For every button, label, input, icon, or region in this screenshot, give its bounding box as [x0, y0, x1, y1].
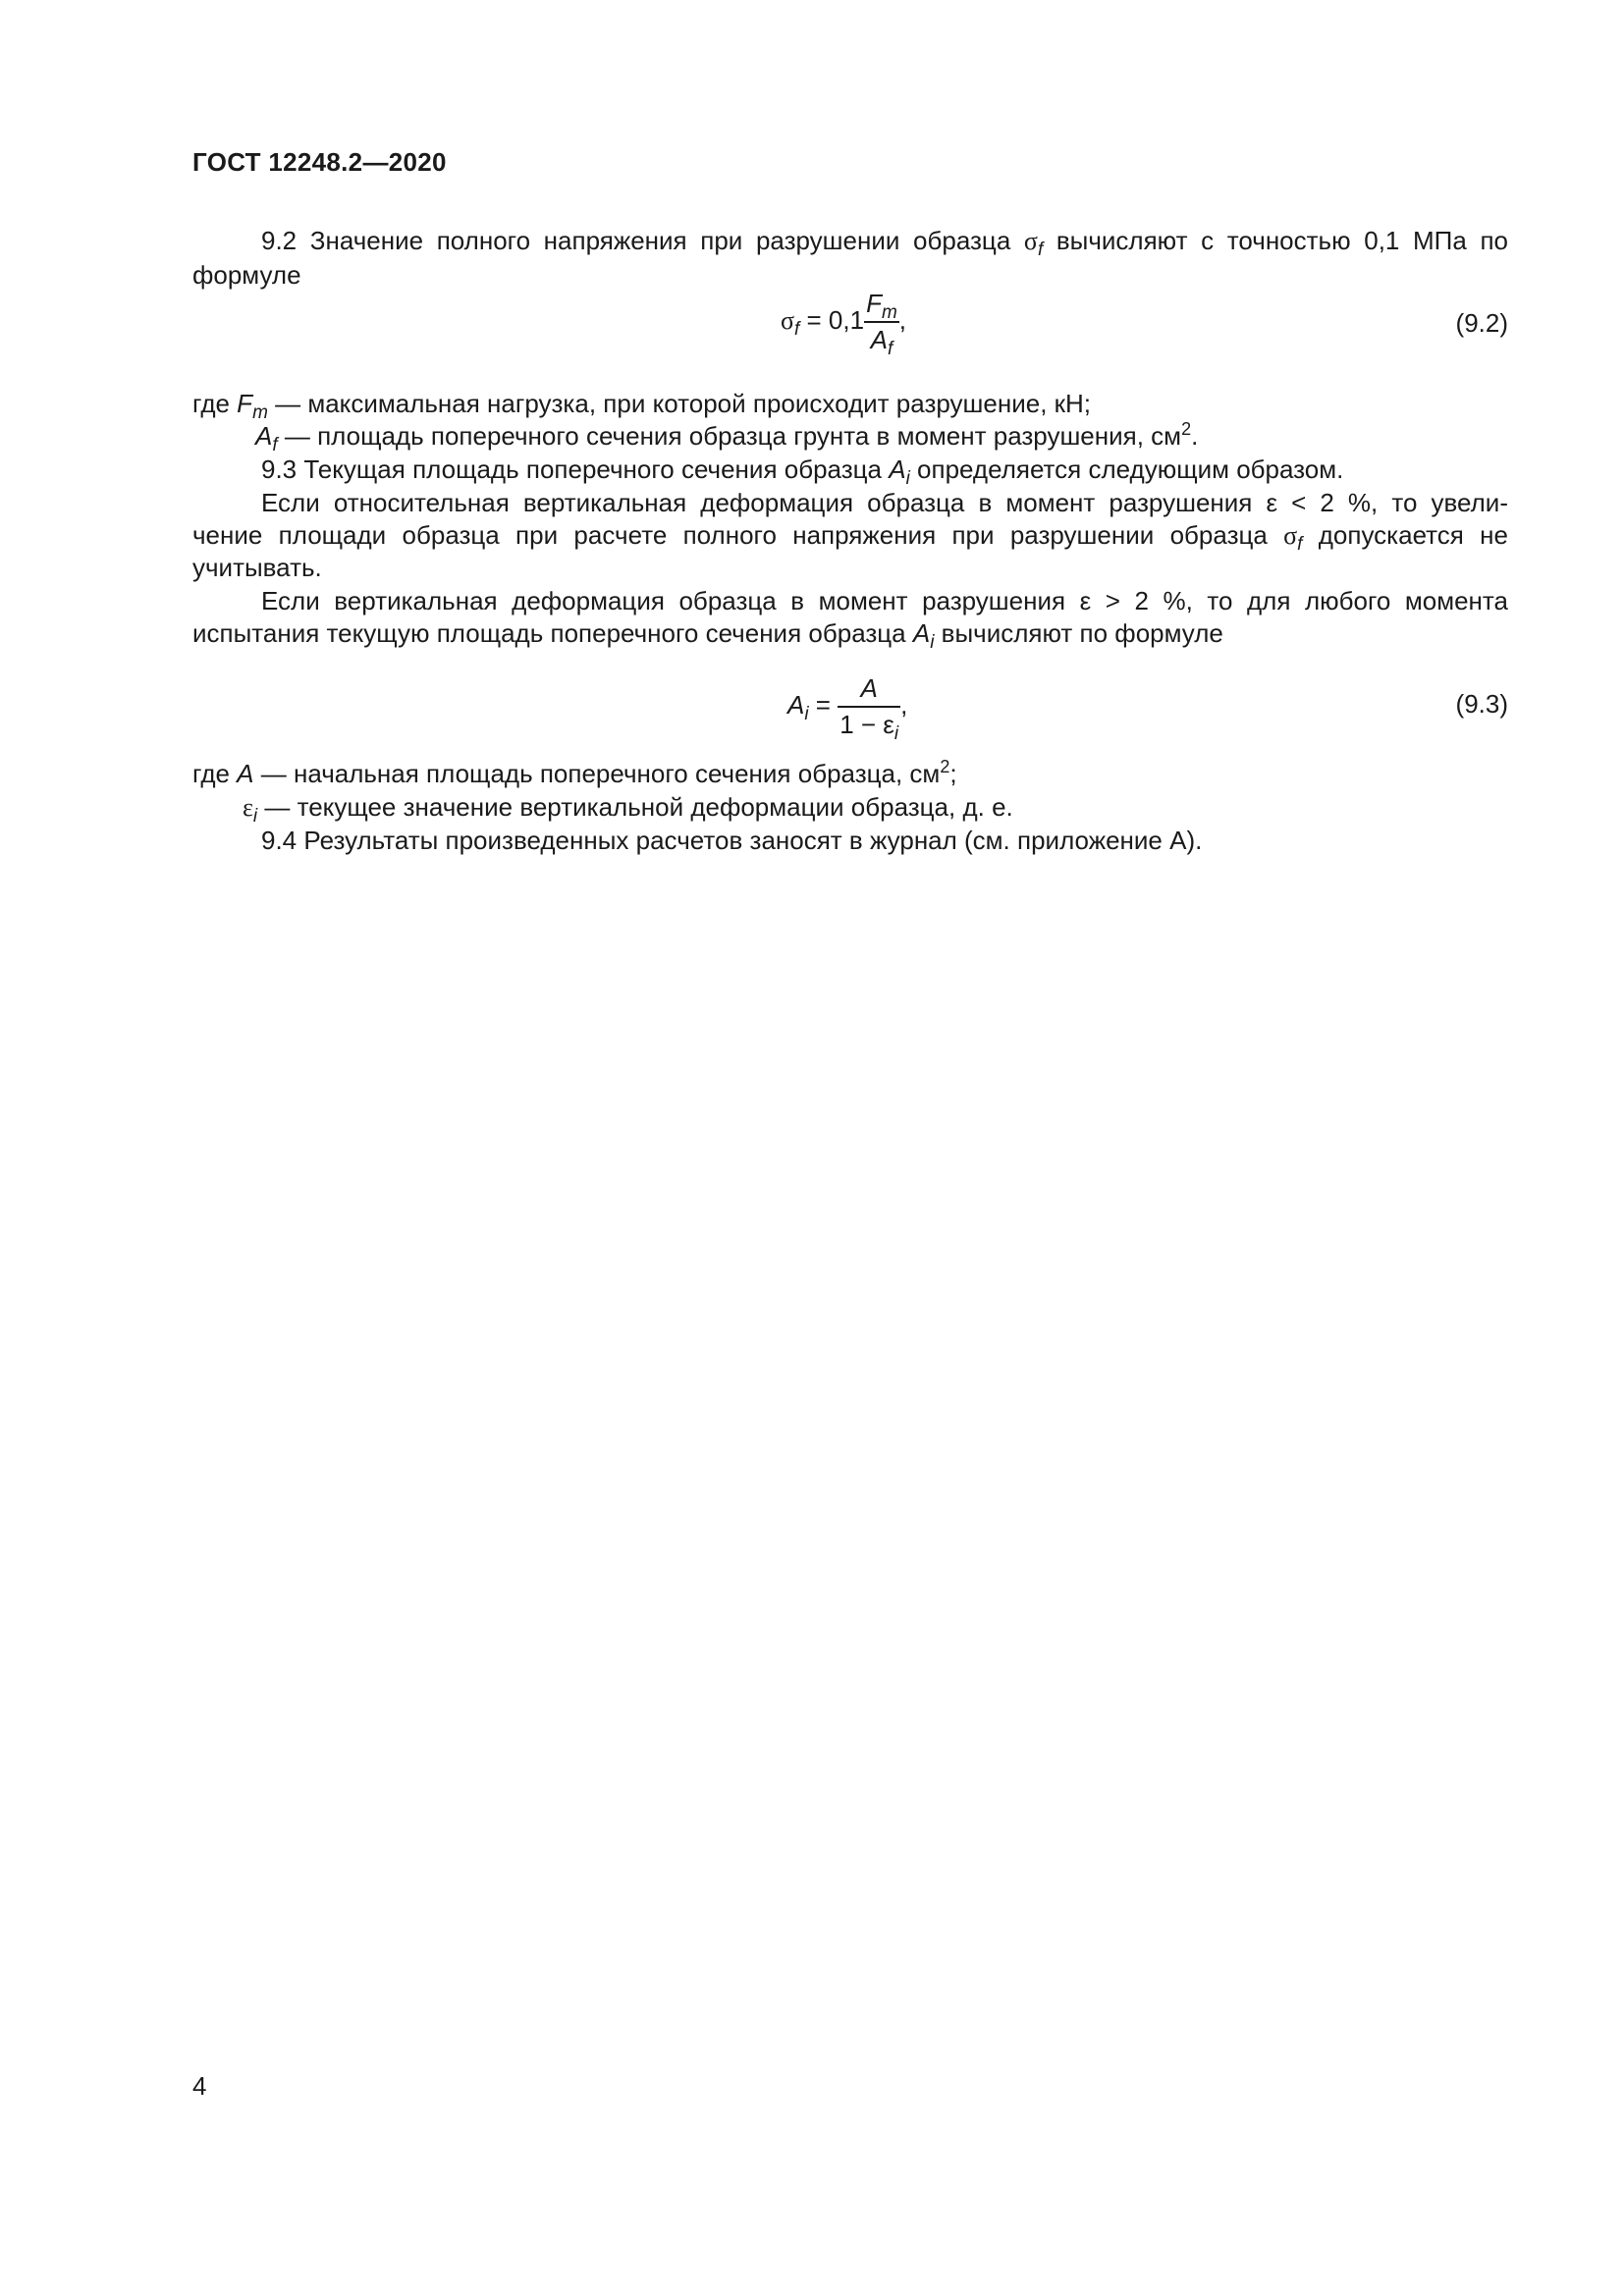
- af-symbol: A: [255, 421, 273, 451]
- paragraph-9-3-line-3: [192, 520, 1508, 555]
- text-fragment: вычисляют по формуле: [934, 618, 1223, 648]
- subscript: m: [881, 302, 897, 323]
- equation-number-9-3: (9.3): [1455, 689, 1508, 719]
- formula-9-3: [787, 673, 908, 744]
- text-fragment: вычисляют с точностью 0,1 МПа по: [1043, 226, 1508, 255]
- subscript: f: [272, 435, 278, 455]
- fraction: [838, 673, 900, 744]
- fm-symbol: F: [237, 389, 253, 418]
- definition-text: — площадь поперечного сечения образца грунта в момент разрушения, см: [277, 421, 1182, 451]
- text-fragment: испытания текущую площадь поперечного сечения образца: [192, 618, 913, 648]
- subscript: i: [804, 703, 809, 724]
- subscript: f: [1297, 534, 1303, 555]
- ai-symbol: A: [787, 689, 805, 720]
- ai-symbol: A: [912, 618, 931, 648]
- paragraph-9-3-line-6: [192, 618, 1223, 653]
- paragraph-9-3-line-4: учитывать.: [192, 553, 322, 582]
- text-fragment: чение площади образца при расчете полного напряжения при разрушении образца: [192, 520, 1284, 550]
- subscript: f: [887, 339, 893, 359]
- text-fragment: допускается не: [1302, 520, 1508, 550]
- paragraph-9-2-line-2: формуле: [192, 260, 301, 290]
- ai-symbol: A: [889, 454, 906, 484]
- subscript: i: [893, 723, 899, 744]
- subscript: m: [252, 402, 268, 423]
- definition-text: — текущее значение вертикальной деформации образца, д. е.: [257, 792, 1013, 822]
- definition-text: — максимальная нагрузка, при которой происходит разрушение, кН;: [267, 389, 1092, 418]
- subscript: i: [930, 632, 935, 653]
- fraction: [864, 289, 899, 359]
- subscript: f: [1037, 240, 1044, 260]
- punctuation: ;: [949, 759, 957, 788]
- fraction-denominator: [864, 323, 899, 359]
- subscript: f: [794, 318, 800, 340]
- sigma-symbol: σ: [781, 305, 795, 335]
- fraction-numerator: [838, 673, 900, 708]
- text-fragment: 9.3 Текущая площадь поперечного сечения образца: [261, 454, 890, 484]
- sigma-symbol: σ: [1023, 227, 1038, 255]
- equals-sign: =: [808, 689, 839, 720]
- paragraph-9-3-line-2: Если относительная вертикальная деформация образца в момент разрушения ε < 2 %, то увели-: [261, 488, 1508, 517]
- paragraph-9-3-line-1: [261, 454, 1344, 489]
- paragraph-9-4: 9.4 Результаты произведенных расчетов заносят в журнал (см. приложение А).: [261, 826, 1203, 855]
- page-number: 4: [192, 2071, 207, 2101]
- paragraph-9-3-line-5: Если вертикальная деформация образца в момент разрушения ε > 2 %, то для любого момента: [261, 586, 1508, 615]
- definition-text: — начальная площадь поперечного сечения образца, см: [253, 759, 941, 788]
- paragraph-9-2-line-1: [261, 226, 1508, 260]
- fraction-denominator: [838, 708, 900, 744]
- where-label: где: [192, 759, 238, 788]
- epsilon-symbol: ε: [243, 793, 253, 822]
- subscript: i: [252, 806, 258, 827]
- superscript: 2: [940, 757, 950, 776]
- text-fragment: определяется следующим образом.: [909, 454, 1344, 484]
- text-fragment: 9.2 Значение полного напряжения при разрушении образца: [261, 226, 1024, 255]
- equals-coefficient: = 0,1: [799, 304, 865, 335]
- formula-comma: ,: [900, 689, 908, 720]
- formula-comma: ,: [898, 304, 907, 335]
- document-header: ГОСТ 12248.2—2020: [192, 147, 447, 177]
- where-line-eps: [243, 792, 1013, 827]
- formula-9-2: [781, 289, 907, 359]
- equation-number-9-2: (9.2): [1455, 308, 1508, 338]
- where-line-fm: [192, 389, 1092, 423]
- a-symbol: A: [237, 759, 254, 788]
- where-label: где: [192, 389, 238, 418]
- where-line-af: [255, 419, 1199, 455]
- numerator-symbol: F: [866, 289, 882, 318]
- denominator-text: 1 − ε: [839, 710, 894, 739]
- subscript: i: [905, 468, 910, 489]
- numerator-symbol: A: [860, 673, 878, 703]
- punctuation: .: [1191, 421, 1199, 451]
- fraction-numerator: [864, 289, 899, 323]
- denominator-symbol: A: [870, 325, 888, 354]
- sigma-symbol: σ: [1283, 521, 1298, 550]
- superscript: 2: [1181, 419, 1192, 439]
- where-line-a: [192, 759, 957, 789]
